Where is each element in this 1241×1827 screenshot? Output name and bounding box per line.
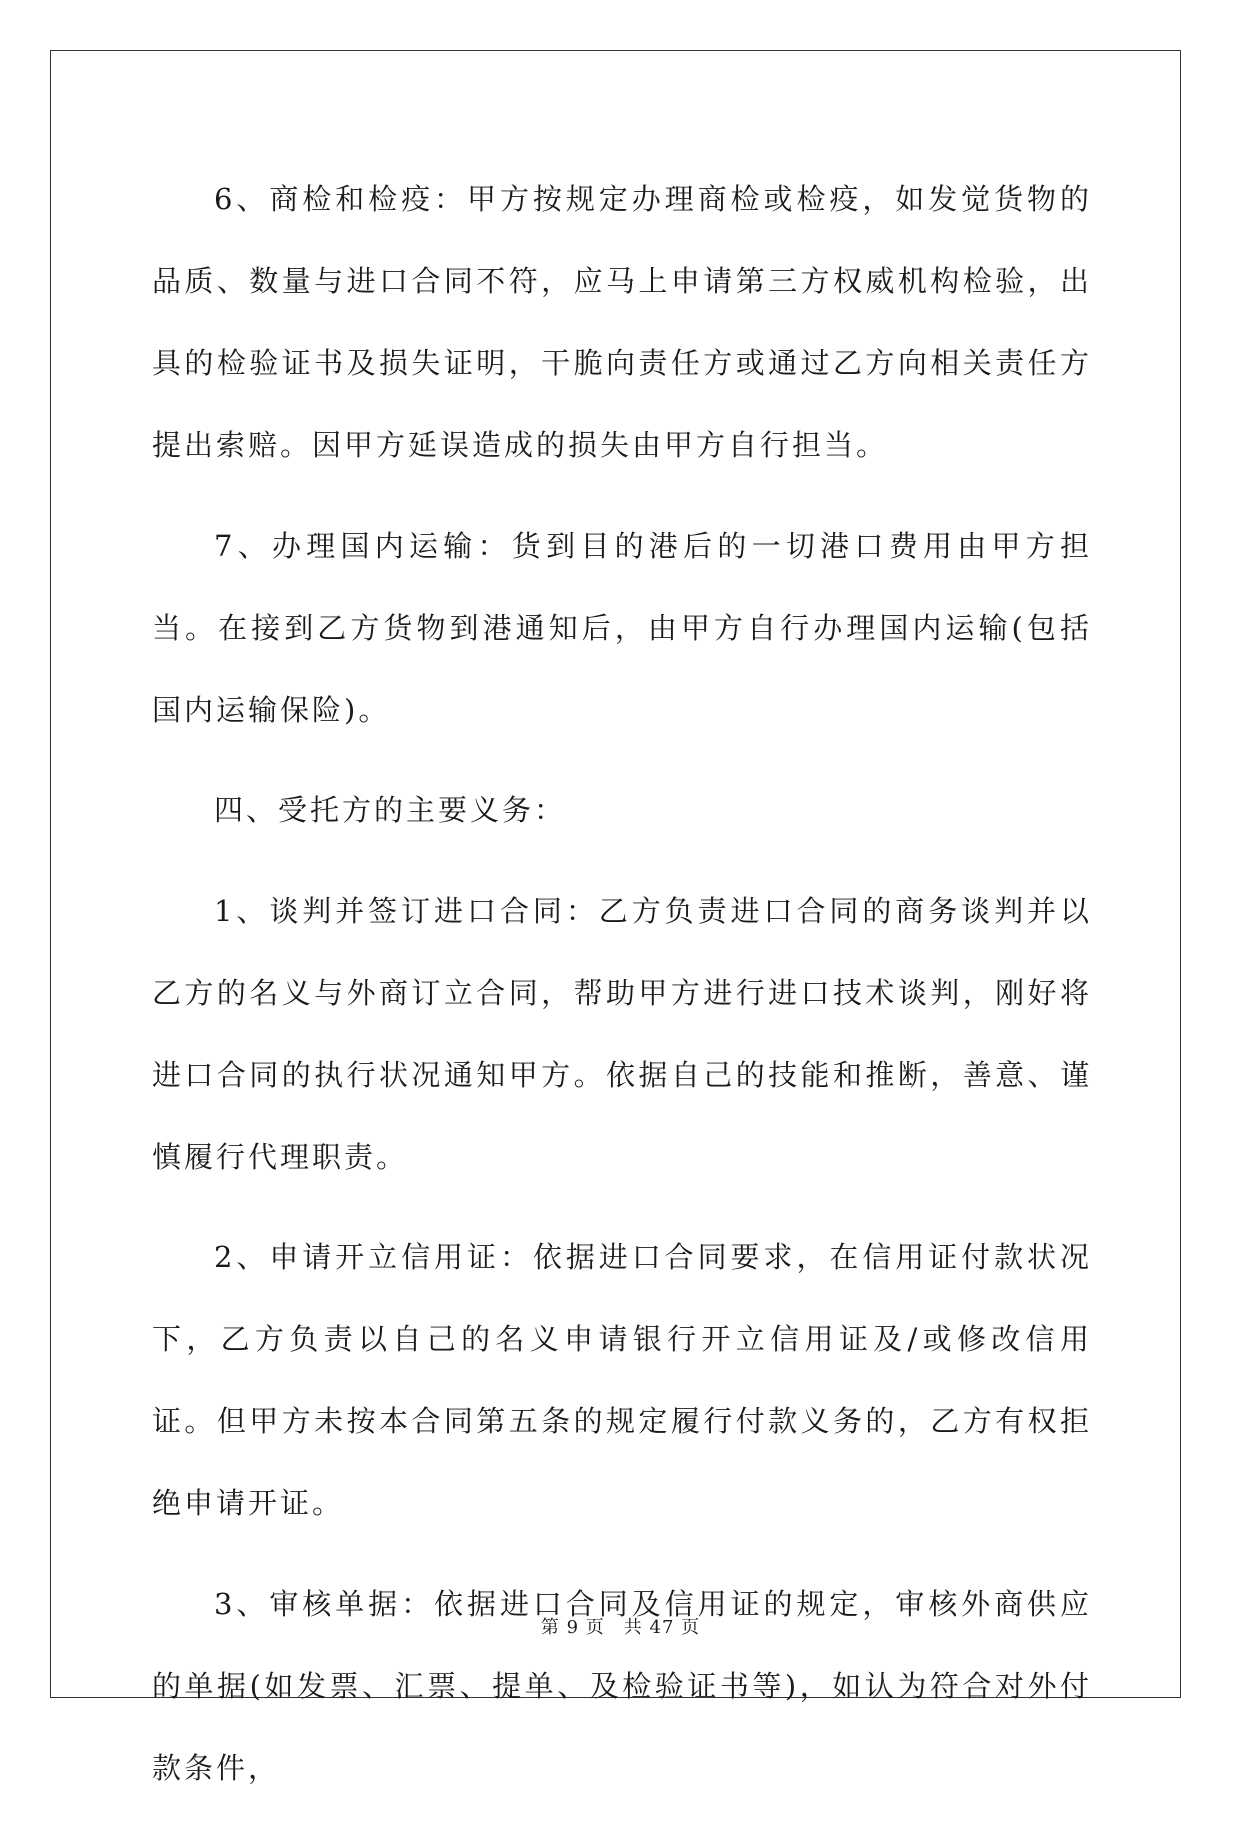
paragraph-letter-of-credit: 2、申请开立信用证：依据进口合同要求，在信用证付款状况下，乙方负责以自己的名义申请银行开立信用证及/或修改信用证。但甲方未按本合同第五条的规定履行付款义务的，乙方有权拒绝申请开证。: [152, 1240, 1092, 1520]
page-number-footer: 第 9 页 共 47 页: [540, 1617, 701, 1638]
paragraph-commodity-inspection: 6、商检和检疫：甲方按规定办理商检或检疫，如发觉货物的品质、数量与进口合同不符，应马上申请第三方权威机构检验，出具的检验证书及损失证明，干脆向责任方或通过乙方向相关责任方提出索赔。因甲方延误造成的损失由甲方自行担当。: [152, 182, 1092, 462]
paragraph-domestic-transport: 7、办理国内运输：货到目的港后的一切港口费用由甲方担当。在接到乙方货物到港通知后，由甲方自行办理国内运输(包括国内运输保险)。: [152, 528, 1092, 727]
section-heading-trustee-obligations: 四、受托方的主要义务：: [214, 793, 567, 827]
paragraph-review-documents: 3、审核单据：依据进口合同及信用证的规定，审核外商供应的单据(如发票、汇票、提单、及检验证书等)，如认为符合对外付款条件，: [152, 1586, 1092, 1785]
paragraph-negotiate-contract: 1、谈判并签订进口合同：乙方负责进口合同的商务谈判并以乙方的名义与外商订立合同，帮助甲方进行进口技术谈判，刚好将进口合同的执行状况通知甲方。依据自己的技能和推断，善意、谨慎履行代理职责。: [152, 893, 1092, 1174]
document-body: [152, 158, 1092, 1827]
